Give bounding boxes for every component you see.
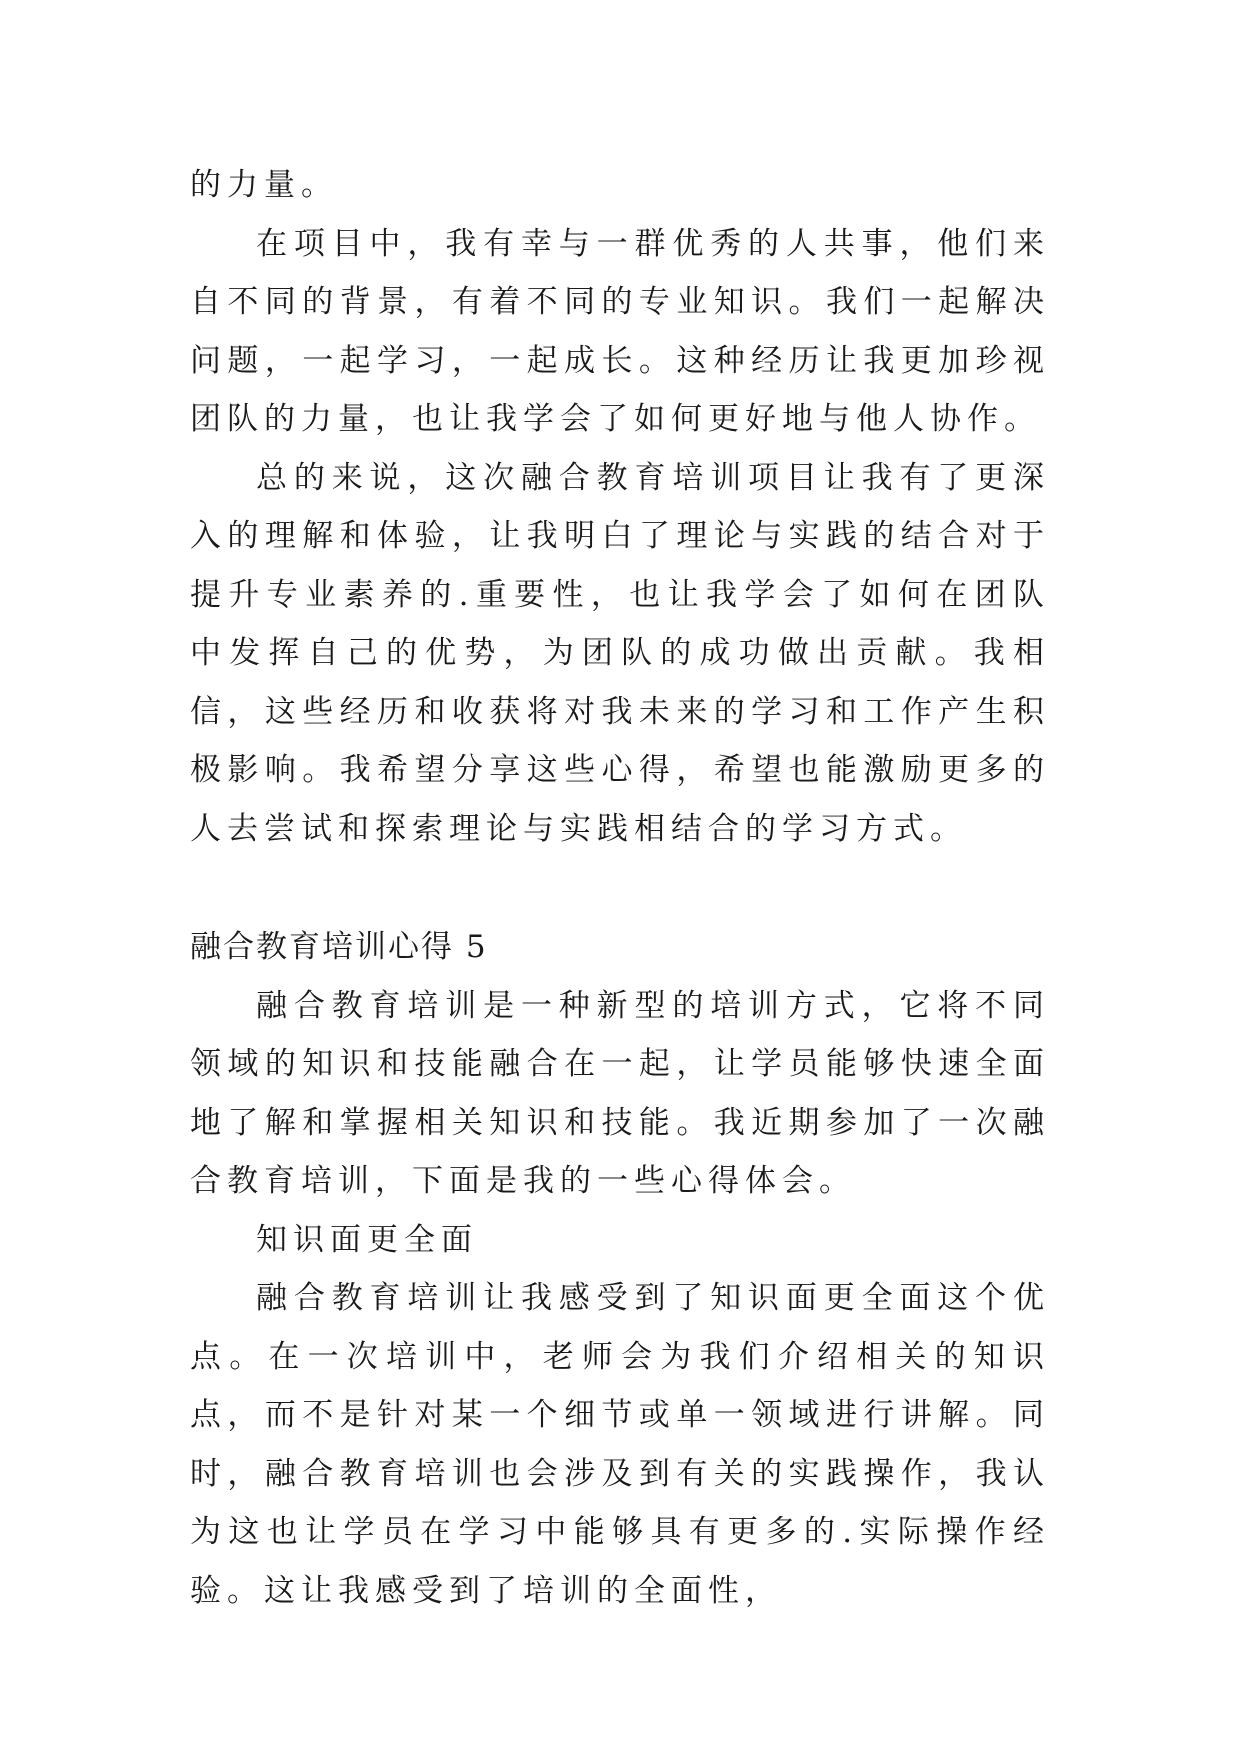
section-heading: 融合教育培训心得 5	[190, 929, 488, 965]
paragraph-continuation: 的力量。	[190, 167, 338, 203]
paragraph-intro: 融合教育培训是一种新型的培训方式，它将不同领域的知识和技能融合在一起，让学员能够快速全面地了解和掌握相关知识和技能。我近期参加了一次融合教育培训，下面是我的一些心得体会。	[190, 987, 1050, 1199]
subheading-knowledge: 知识面更全面	[256, 1221, 478, 1258]
paragraph-team-experience: 在项目中，我有幸与一群优秀的人共事，他们来自不同的背景，有着不同的专业知识。我们一起解决问题，一起学习，一起成长。这种经历让我更加珍视团队的力量，也让我学会了如何更好地与他人协作。	[190, 225, 1050, 437]
paragraph-summary: 总的来说，这次融合教育培训项目让我有了更深入的理解和体验，让我明白了理论与实践的结合对于提升专业素养的.重要性，也让我学会了如何在团队中发挥自己的优势，为团队的成功做出贡献。我相信，这些经历和收获将对我未来的学习和工作产生积极影响。我希望分享这些心得，希望也能激励更多的人去尝试和探索理论与实践相结合的学习方式。	[190, 459, 1050, 847]
paragraph-knowledge: 融合教育培训让我感受到了知识面更全面这个优点。在一次培训中，老师会为我们介绍相关的知识点，而不是针对某一个细节或单一领域进行讲解。同时，融合教育培训也会涉及到有关的实践操作，我认为这也让学员在学习中能够具有更多的.实际操作经验。这让我感受到了培训的全面性，	[190, 1280, 1050, 1609]
section-spacer	[190, 858, 1050, 918]
document-body	[190, 156, 1050, 1620]
